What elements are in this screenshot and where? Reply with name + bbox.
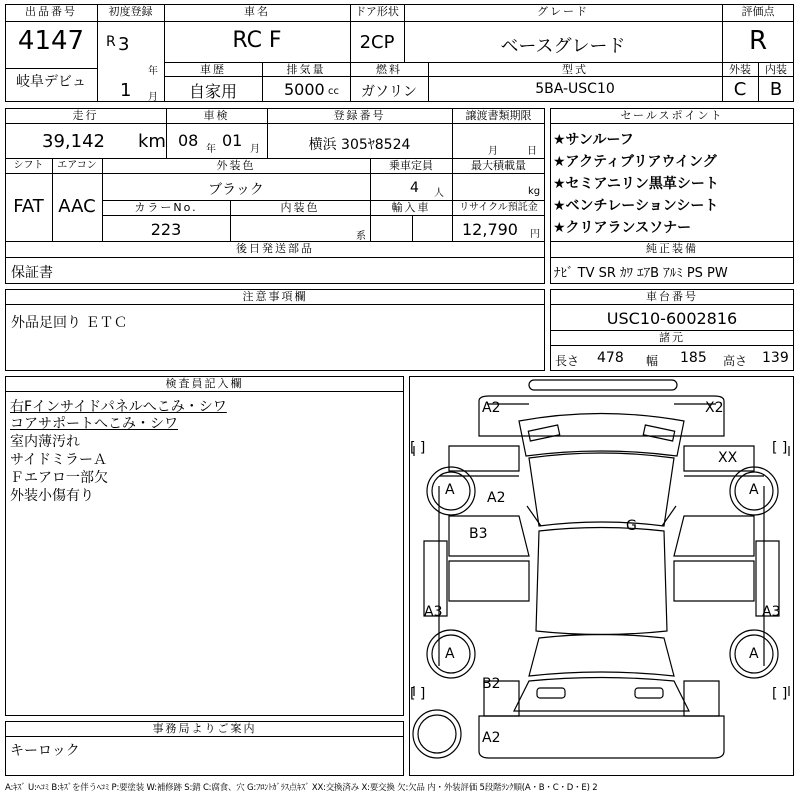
ext-grade-label: 外装 (729, 63, 751, 76)
history: 自家用 (188, 82, 237, 101)
car-outline-diagram (409, 376, 794, 776)
door-label: ドア形状 (355, 5, 399, 18)
mark-left-rocker: A3 (424, 604, 443, 620)
office-text: キーロック (10, 743, 80, 759)
ext-color-label: 外装色 (216, 159, 256, 172)
insp-month-unit: 月 (250, 144, 260, 155)
sales-point-item: ★ベンチレーションシート (553, 198, 719, 214)
sales-point-item: ★アクティブリアウイング (553, 154, 717, 170)
mileage-label: 走行 (72, 109, 99, 122)
int-grade-label: 内装 (765, 63, 787, 76)
transfer-month: 月 (488, 146, 498, 157)
inspector-label: 検査員記入欄 (165, 377, 244, 390)
bracket-rear-right: [ ] (772, 686, 788, 702)
height-label: 高さ (723, 354, 748, 368)
mark-left-front-door: A2 (487, 490, 506, 506)
car-name-label: 車名 (244, 5, 270, 18)
later-parts-label: 後日発送部品 (236, 242, 314, 255)
sales-point-item: ★セミアニリン黒革シート (553, 176, 719, 192)
inspector-line: 右Fインサイドパネルへこみ・シワ (10, 399, 227, 415)
max-load-label: 最大積載量 (471, 159, 526, 172)
width-label: 幅 (646, 354, 659, 368)
bracket-front-right: [ ] (772, 440, 788, 456)
capacity-unit: 人 (434, 188, 444, 199)
inspector-line: コアサポートへこみ・シワ (10, 416, 178, 432)
mark-front-left-tire: A (445, 482, 455, 498)
month-unit: 月 (148, 92, 158, 103)
grade: ベースグレード (500, 36, 626, 57)
width: 185 (680, 350, 707, 366)
notes-text: 外品足回り ＥＴＣ (11, 315, 128, 331)
capacity-label: 乗車定員 (389, 159, 433, 172)
lot-no: 4147 (17, 26, 85, 56)
mark-front-right-tire: A (749, 482, 759, 498)
score: R (748, 26, 768, 56)
mark-right-fender: XX (718, 450, 738, 466)
mark-left-rear: B3 (469, 526, 488, 542)
mark-rear-right-tire: A (749, 646, 759, 662)
plate-label: 登録番号 (333, 109, 386, 122)
fuel: ガソリン (361, 84, 417, 100)
ac: AAC (58, 196, 96, 217)
model-label: 型式 (562, 63, 588, 76)
era: R (106, 34, 116, 50)
insp-month: 01 (222, 131, 243, 150)
ext-color: ブラック (208, 182, 264, 198)
inspector-line: 外装小傷有り (10, 488, 94, 504)
model: 5BA-USC10 (535, 81, 615, 97)
transfer-day: 日 (527, 146, 537, 157)
lot-no-label: 出品番号 (25, 5, 77, 18)
chassis-number: USC10-6002816 (606, 309, 738, 328)
int-color-unit: 系 (356, 231, 366, 242)
mark-front-left: A2 (482, 400, 501, 416)
mark-rear-left: B2 (482, 676, 501, 692)
door: 2CP (359, 32, 395, 53)
import-label: 輸入車 (391, 201, 431, 214)
insp-year: 08 (178, 131, 199, 150)
ac-label: エアコン (57, 160, 97, 171)
venue: 岐阜デビュ (16, 74, 86, 90)
legend: A:ｷｽﾞ U:ﾍｺﾐ B:ｷｽﾞを伴うﾍｺﾐ P:要塗装 W:補修跡 S:錆 C:腐食、穴 G:ﾌﾛﾝﾄｶﾞﾗｽ点ｷｽﾞ XX:交換済み X:要交換 欠:欠品 内・外装評価 5段階ﾗﾝｸ順(A・B・C・D・E) 2 (5, 783, 598, 793)
inspector-line: サイドミラーＡ (10, 452, 108, 468)
specs-label: 諸元 (659, 331, 685, 344)
inspection-label: 車検 (203, 109, 230, 122)
sales-points-label: セールスポイント (620, 109, 724, 122)
bracket-rear-left: [ ] (410, 686, 426, 702)
reg-month: 1 (120, 80, 132, 101)
sales-point-item: ★クリアランスソナー (553, 220, 692, 236)
grade-label: グレード (537, 5, 589, 18)
int-color-label: 内装色 (280, 201, 320, 214)
color-no: 223 (150, 220, 182, 239)
insp-year-unit: 年 (206, 144, 216, 155)
year-unit: 年 (148, 66, 158, 77)
inspector-line: Ｆエアロ一部欠 (10, 470, 108, 486)
bracket-front-left: [ ] (410, 440, 426, 456)
length-label: 長さ (555, 354, 580, 368)
length: 478 (597, 350, 624, 366)
fuel-label: 燃料 (376, 63, 402, 76)
int-grade: B (769, 79, 783, 100)
mark-rear-bumper: A2 (482, 730, 501, 746)
color-no-label: カラーNo. (134, 201, 198, 214)
reg-year: 3 (118, 34, 130, 55)
mark-rear-left-tire: A (445, 646, 455, 662)
inspector-line: 室内薄汚れ (10, 434, 80, 450)
mark-roof: G (626, 518, 637, 534)
mark-front-right: X2 (705, 400, 724, 416)
office-label: 事務局よりご案内 (152, 722, 257, 735)
shift-label: シフト (13, 160, 44, 171)
capacity: 4 (410, 180, 419, 196)
genuine-label: 純正装備 (646, 242, 698, 255)
later-parts: 保証書 (11, 265, 53, 281)
max-load-unit: kg (528, 186, 541, 197)
recycle-unit: 円 (530, 229, 540, 240)
car-name: RC F (232, 28, 282, 53)
mileage: 39,142 (42, 131, 105, 152)
recycle-fee: 12,790 (462, 220, 518, 239)
displacement-unit: cc (328, 86, 339, 97)
displacement-label: 排気量 (286, 63, 326, 76)
recycle-label: リサイクル預託金 (459, 202, 538, 213)
mileage-unit: km (138, 131, 166, 152)
chassis-label: 車台番号 (646, 290, 698, 303)
transfer-label: 譲渡書類期限 (465, 109, 532, 122)
displacement: 5000 (284, 80, 325, 99)
genuine-equipment: ﾅﾋﾞ TV SR ｶﾜ ｴｱB ｱﾙﾐ PS PW (554, 266, 728, 281)
mark-right-rocker: A3 (762, 604, 781, 620)
history-label: 車歴 (200, 63, 226, 76)
notes-label: 注意事項欄 (242, 290, 308, 303)
shift: FAT (13, 196, 44, 217)
ext-grade: C (733, 79, 747, 100)
height: 139 (762, 350, 789, 366)
sales-point-item: ★サンルーフ (553, 132, 634, 148)
plate: 横浜 305ﾔ8524 (308, 137, 411, 153)
first-reg-label: 初度登録 (108, 5, 153, 18)
score-label: 評価点 (741, 5, 775, 18)
